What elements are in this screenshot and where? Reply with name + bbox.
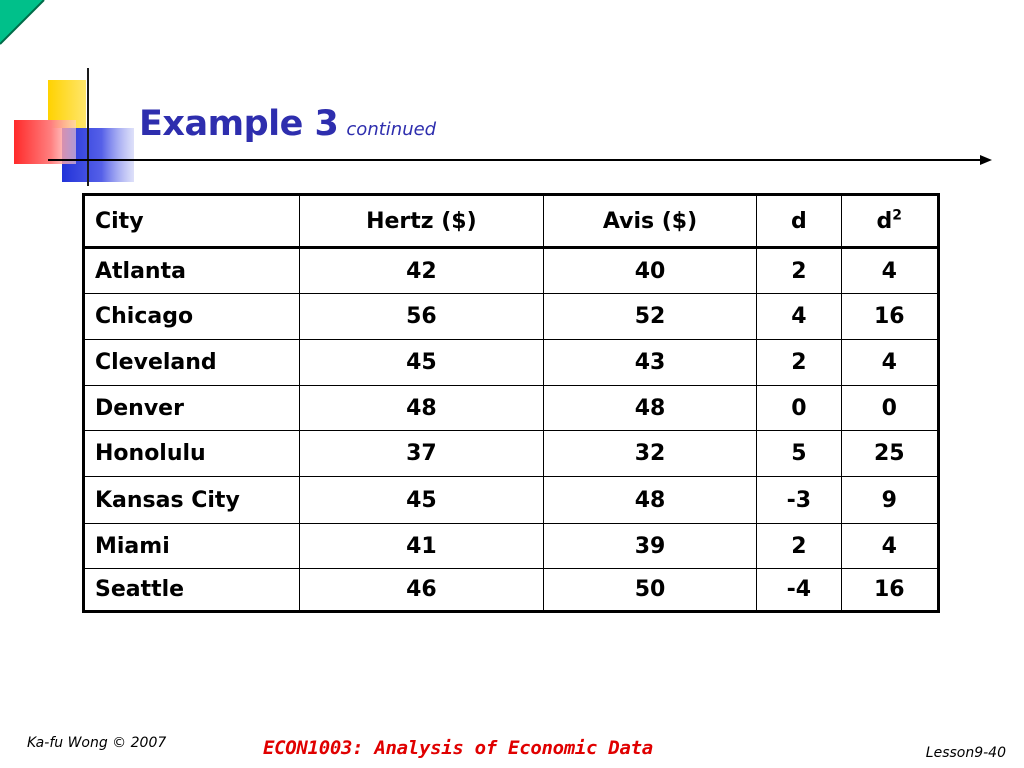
cell-avis: 32 [543,431,757,477]
cell-hertz: 45 [300,477,544,524]
cell-d: -4 [757,569,841,612]
cell-d-squared: 4 [841,248,939,294]
title-main: Example 3 [139,104,339,144]
cell-city: Miami [84,524,300,569]
cell-d-squared: 25 [841,431,939,477]
footer-page: Lesson9-40 [925,745,1006,761]
title-subtitle: continued [346,119,437,140]
cell-hertz: 48 [300,386,544,431]
header-d-squared: $d^2$ [841,195,939,248]
header-d: d [757,195,841,248]
table-row [84,248,939,294]
cell-avis: 39 [543,524,757,569]
cell-city: Seattle [84,569,300,612]
table-row [84,569,939,612]
cell-city: Kansas City [84,477,300,524]
cell-avis: 43 [543,340,757,386]
cell-d-squared: 16 [841,294,939,340]
cell-d-squared: 0 [841,386,939,431]
cell-avis: 48 [543,386,757,431]
cell-hertz: 56 [300,294,544,340]
table-row [84,386,939,431]
title-underline-arrow [48,150,992,166]
cell-hertz: 42 [300,248,544,294]
cell-avis: 52 [543,294,757,340]
cell-city: Honolulu [84,431,300,477]
cell-d: 5 [757,431,841,477]
cell-d-squared: 9 [841,477,939,524]
table-row [84,431,939,477]
cell-d: 0 [757,386,841,431]
table-row [84,477,939,524]
cell-hertz: 45 [300,340,544,386]
header-avis: Avis ($) [543,195,757,248]
cell-d: -3 [757,477,841,524]
cell-d-squared: 4 [841,340,939,386]
cell-hertz: 41 [300,524,544,569]
cell-d: 2 [757,248,841,294]
cell-hertz: 46 [300,569,544,612]
cell-city: Denver [84,386,300,431]
table-row [84,294,939,340]
header-hertz: Hertz ($) [300,195,544,248]
cell-avis: 40 [543,248,757,294]
cell-avis: 50 [543,569,757,612]
cell-city: Cleveland [84,340,300,386]
cell-avis: 48 [543,477,757,524]
rental-comparison-table [82,193,940,613]
footer-course: ECON1003: Analysis of Economic Data [263,737,653,759]
table-row [84,340,939,386]
cell-city: Atlanta [84,248,300,294]
cell-d: 2 [757,340,841,386]
cell-hertz: 37 [300,431,544,477]
cell-d-squared: 4 [841,524,939,569]
cell-d: 2 [757,524,841,569]
table-row [84,524,939,569]
page-title [139,104,436,144]
footer-author: Ka-fu Wong © 2007 [27,735,167,751]
header-city: City [84,195,300,248]
cell-d-squared: 16 [841,569,939,612]
title-decoration [0,0,160,200]
cell-d: 4 [757,294,841,340]
table-header-row [84,195,939,248]
cell-city: Chicago [84,294,300,340]
